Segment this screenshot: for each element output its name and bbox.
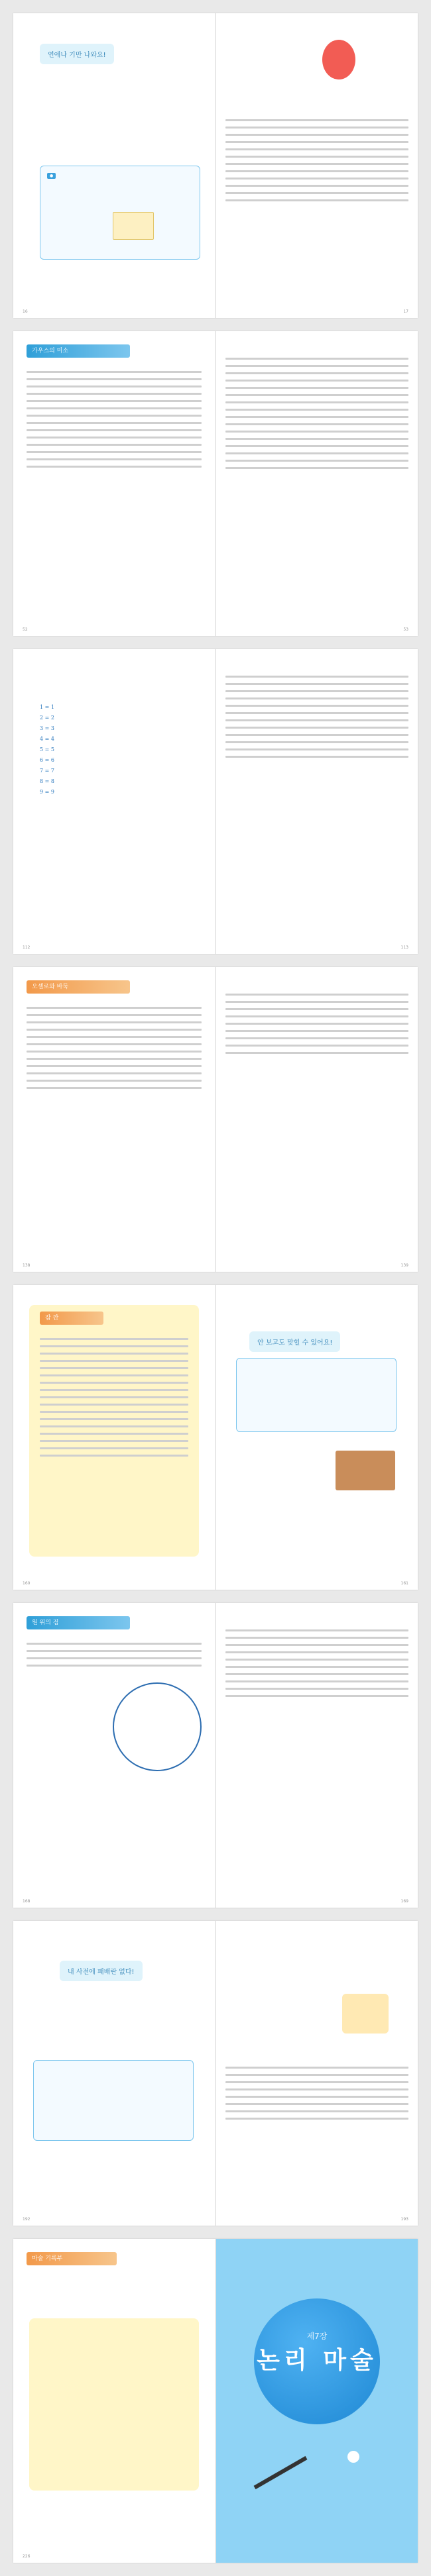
- page-right: [216, 649, 418, 954]
- body-text: [27, 1007, 202, 1094]
- page-number: 113: [400, 945, 408, 950]
- section-banner: 가우스의 미소: [27, 344, 130, 358]
- body-text: [225, 358, 408, 474]
- page-number: 193: [400, 2217, 408, 2222]
- page-number: 226: [23, 2554, 31, 2559]
- page-right: [216, 1921, 418, 2226]
- envelope-icon: [113, 212, 154, 240]
- note-panel: [29, 2318, 199, 2491]
- page-number: 160: [23, 1581, 31, 1586]
- section-title: 연애나 기만 나와요!: [40, 44, 114, 64]
- body-text: [225, 994, 408, 1059]
- page-number: 192: [23, 2217, 31, 2222]
- page-right: [216, 13, 418, 318]
- page-number: 161: [400, 1581, 408, 1586]
- sparkle-icon: [347, 2451, 359, 2463]
- page-number: 168: [23, 1899, 31, 1904]
- section-title: 내 사전에 패배란 없다!: [60, 1961, 143, 1981]
- spread-1: [13, 13, 418, 318]
- page-left: [13, 1603, 215, 1908]
- magic-show-illustration: [342, 1994, 389, 2034]
- spread-3: [13, 649, 418, 954]
- body-text: [225, 119, 408, 207]
- section-title: 안 보고도 맞힐 수 있어요!: [249, 1331, 340, 1352]
- page-left: [13, 13, 215, 318]
- spread-4: [13, 967, 418, 1272]
- circle-diagram: [113, 1682, 202, 1771]
- page-right: [216, 331, 418, 636]
- spread-8: [13, 2239, 418, 2563]
- section-banner: 오셀로와 바둑: [27, 980, 130, 994]
- section-banner: 잠 깐: [40, 1312, 103, 1325]
- info-box: [33, 2060, 194, 2141]
- chapter-title-circle: 제7장 논리 마술: [254, 2298, 380, 2424]
- page-left: [13, 1921, 215, 2226]
- balloon-icon: [322, 40, 355, 79]
- spread-6: [13, 1603, 418, 1908]
- page-left: [13, 2239, 215, 2563]
- section-banner: 원 위의 점: [27, 1616, 130, 1629]
- equation-list: 1 = 1 2 = 2 3 = 3 4 = 4 5 = 5 6 = 6 7 = 7 8 = 8 9 = 9: [40, 704, 54, 795]
- page-number: 138: [23, 1263, 31, 1268]
- page-right: [216, 2239, 418, 2563]
- info-box: [236, 1358, 397, 1432]
- info-box: ●: [40, 166, 200, 260]
- page-number: 169: [400, 1899, 408, 1904]
- page-right: [216, 1603, 418, 1908]
- spread-7: [13, 1921, 418, 2226]
- page-number: 52: [23, 627, 28, 632]
- body-text: [225, 1629, 408, 1702]
- spread-2: [13, 331, 418, 636]
- body-text: [27, 371, 202, 473]
- page-left: [13, 1285, 215, 1590]
- page-number: 16: [23, 309, 28, 314]
- body-text: [225, 2067, 408, 2125]
- spread-5: [13, 1285, 418, 1590]
- page-left: [13, 331, 215, 636]
- body-text: [27, 1643, 202, 1672]
- section-banner: 마술 기록부: [27, 2252, 117, 2265]
- page-number: 17: [403, 309, 408, 314]
- body-text: [225, 676, 408, 763]
- page-number: 139: [400, 1263, 408, 1268]
- body-text: [40, 1338, 188, 1462]
- page-number: 53: [403, 627, 408, 632]
- page-left: [13, 967, 215, 1272]
- page-right: [216, 1285, 418, 1590]
- page-right: [216, 967, 418, 1272]
- page-number: 112: [23, 945, 31, 950]
- magic-wand-icon: [254, 2456, 308, 2489]
- table-illustration: [336, 1451, 395, 1490]
- page-left: [13, 649, 215, 954]
